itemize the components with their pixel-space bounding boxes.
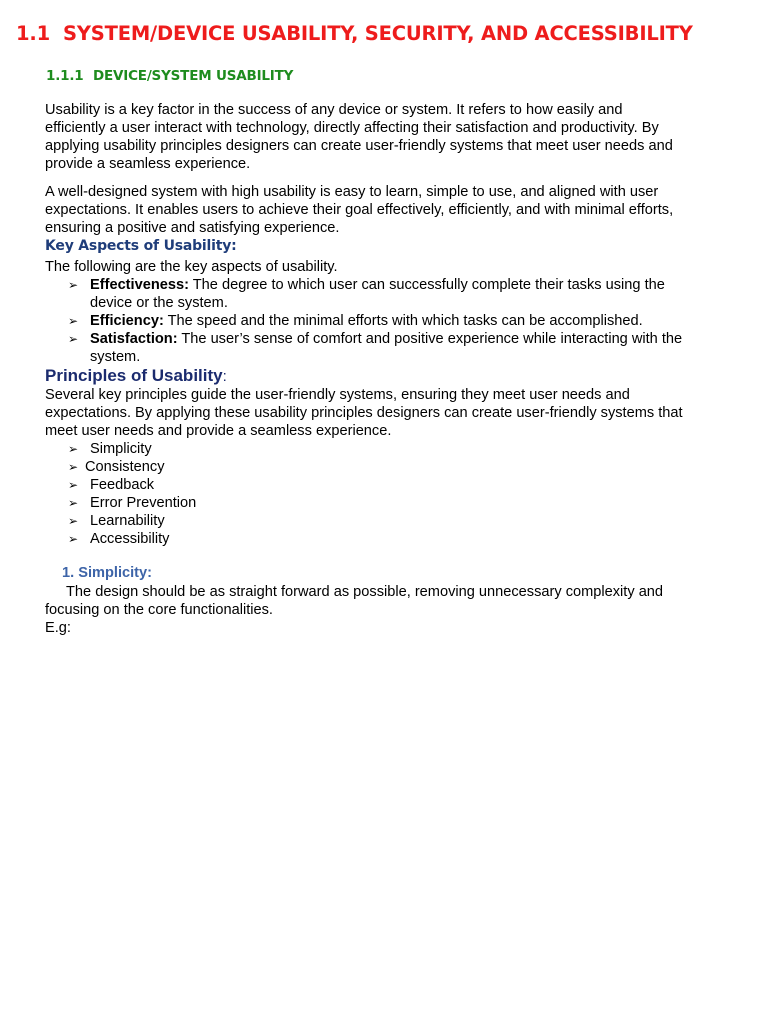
arrow-bullet-icon: ➢ (68, 314, 79, 328)
arrow-bullet-icon: ➢ (68, 478, 79, 492)
arrow-bullet-icon: ➢ (68, 514, 79, 528)
subsection-heading (46, 68, 293, 84)
aspect-term: Satisfaction: (90, 331, 178, 347)
principles-heading-text: Principles of Usability (45, 366, 223, 385)
arrow-bullet-icon: ➢ (68, 460, 79, 474)
aspect-term: Efficiency: (90, 313, 164, 329)
simplicity-text: The design should be as straight forward as possible, removing unnecessary complexity and focusing on the core functionalities. (45, 584, 664, 618)
principles-intro: Several key principles guide the user-friendly systems, ensuring they meet user needs and expectations. By applying these usability principles designers can create user-friendly systems that meet user needs and provide a seamless experience. (45, 387, 683, 439)
key-aspects-intro: The following are the key aspects of usability. (45, 259, 338, 275)
principle-label: Error Prevention (90, 495, 197, 511)
aspect-text: The user’s sense of comfort and positive experience while interacting with the system. (90, 331, 683, 365)
arrow-bullet-icon: ➢ (68, 442, 79, 456)
principles-heading (45, 366, 227, 386)
intro-paragraph: Usability is a key factor in the success of any device or system. It refers to how easily and efficiently a user interact with technology, directly affecting their satisfaction and productivity. By applying usability principles designers can create user-friendly systems that meet user needs and provide a seamless experience. (45, 102, 673, 172)
arrow-bullet-icon: ➢ (68, 332, 79, 346)
arrow-bullet-icon: ➢ (68, 496, 79, 510)
list-item (45, 512, 445, 530)
section-title: SYSTEM/DEVICE USABILITY, SECURITY, AND ACCESSIBILITY (63, 22, 693, 45)
arrow-bullet-icon: ➢ (68, 532, 79, 546)
aspect-term: Effectiveness: (90, 277, 189, 293)
principle-label: Simplicity (90, 441, 152, 457)
key-aspects-list (45, 276, 685, 366)
list-item (45, 330, 685, 366)
list-item (45, 530, 445, 548)
section-heading (16, 22, 693, 45)
arrow-bullet-icon: ➢ (68, 278, 79, 292)
aspect-text: The degree to which user can successfully complete their tasks using the device or the system. (90, 277, 665, 311)
example-label: E.g: (45, 620, 71, 636)
list-item (45, 458, 445, 476)
principles-heading-colon: : (222, 368, 227, 385)
list-item (45, 440, 445, 458)
design-paragraph: A well-designed system with high usability is easy to learn, simple to use, and aligned with user expectations. It enables users to achieve their goal effectively, efficiently, and with minimal efforts, ensuring a positive and satisfying experience. (45, 184, 674, 236)
principle-label: Learnability (90, 513, 165, 529)
list-item (45, 476, 445, 494)
principle-label: Consistency (85, 459, 165, 475)
subsection-title: DEVICE/SYSTEM USABILITY (93, 68, 294, 84)
list-item (45, 312, 685, 330)
simplicity-heading: 1. Simplicity: (62, 565, 153, 581)
principle-label: Accessibility (90, 531, 170, 547)
section-number: 1.1 (16, 22, 50, 45)
key-aspects-heading: Key Aspects of Usability: (45, 238, 237, 254)
list-item (45, 276, 685, 312)
principles-list (45, 440, 445, 548)
aspect-text: The speed and the minimal efforts with which tasks can be accomplished. (163, 313, 643, 329)
principle-label: Feedback (90, 477, 155, 493)
simplicity-paragraph (45, 583, 685, 619)
list-item (45, 494, 445, 512)
subsection-number: 1.1.1 (46, 68, 84, 84)
